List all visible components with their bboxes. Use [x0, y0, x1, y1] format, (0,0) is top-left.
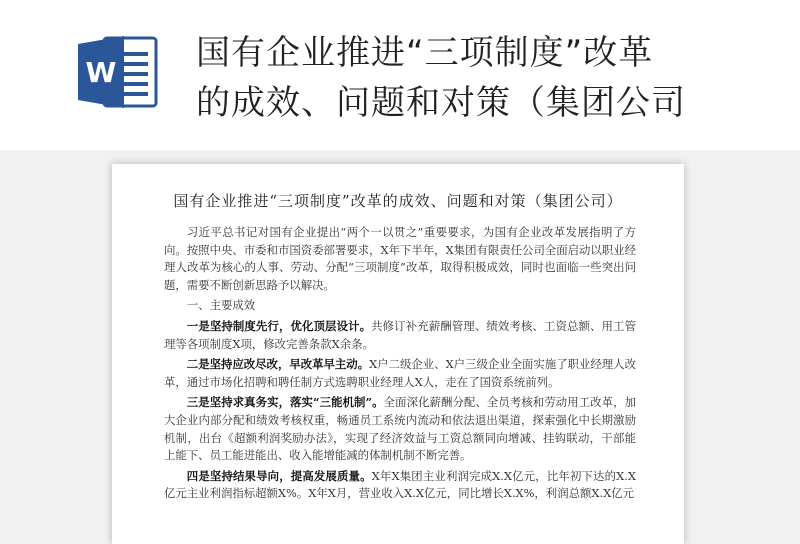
banner-title-line-1: 国有企业推进“三项制度”改革: [196, 33, 654, 73]
paragraph-text: 共修订补充薪酬管理、绩效考核、工资总额、用工管理等各项制度X项，修改完善条款X余条。: [164, 318, 636, 351]
banner-title: [196, 28, 786, 128]
document-page: [112, 164, 684, 544]
paragraph-lead: 二是坚持应改尽改，早改革早主动。: [186, 357, 370, 372]
document-title: 国有企业推进“三项制度”改革的成效、问题和对策（集团公司）: [173, 192, 623, 210]
paragraph-lead: 三是坚持求真务实，落实“三能机制”。: [186, 395, 384, 410]
paragraph-text: 全面深化薪酬分配、全员考核和劳动用工改革，加大企业内部分配和绩效考核权重，畅通员工系统内流动和依法退出渠道，探索强化中长期激励机制，出台《超额利润奖励办法》，实现了经济效益与工资总额同向增减、挂钩联动，干部能上能下、员工能进能出、收入能增能减的体制机制不断完善。: [164, 395, 636, 463]
svg-text:W: W: [85, 56, 117, 89]
paragraph-lead: 四是坚持结果导向，提高发展质量。: [186, 468, 372, 483]
achievement-paragraph-2: [164, 356, 636, 391]
document-body: [112, 224, 684, 503]
achievement-paragraph-4: [164, 468, 636, 503]
preview-banner: [0, 0, 800, 150]
word-document-icon: [74, 32, 164, 112]
intro-paragraph: 习近平总书记对国有企业提出“两个一以贯之”重要要求，为国有企业改革发展指明了方向。按照中央、市委和市国资委部署要求，X年下半年，X集团有限责任公司全面启动以职业经理人改革为核心的人事、劳动、分配“三项制度”改革，取得积极成效，同时也面临一些突出问题，需要不断创新思路予以解决。: [164, 225, 636, 292]
achievement-paragraph-3: [164, 394, 636, 464]
banner-title-line-2: 的成效、问题和对策（集团公司: [196, 83, 686, 123]
paragraph-lead: 一是坚持制度先行，优化顶层设计。: [186, 318, 372, 333]
achievement-paragraph-1: [164, 318, 636, 353]
section-heading: 一、主要成效: [186, 298, 256, 313]
paragraph-text: X年X集团主业利润完成X.X亿元，比年初下达的X.X亿元主业利润指标超额X%。X年X月，营业收入X.X亿元，同比增长X.X%，利润总额X.X亿元: [164, 468, 636, 501]
paragraph-text: X户二级企业、X户三级企业全面实施了职业经理人改革，通过市场化招聘和聘任制方式选聘职业经理人X人，走在了国资系统前列。: [164, 357, 636, 389]
